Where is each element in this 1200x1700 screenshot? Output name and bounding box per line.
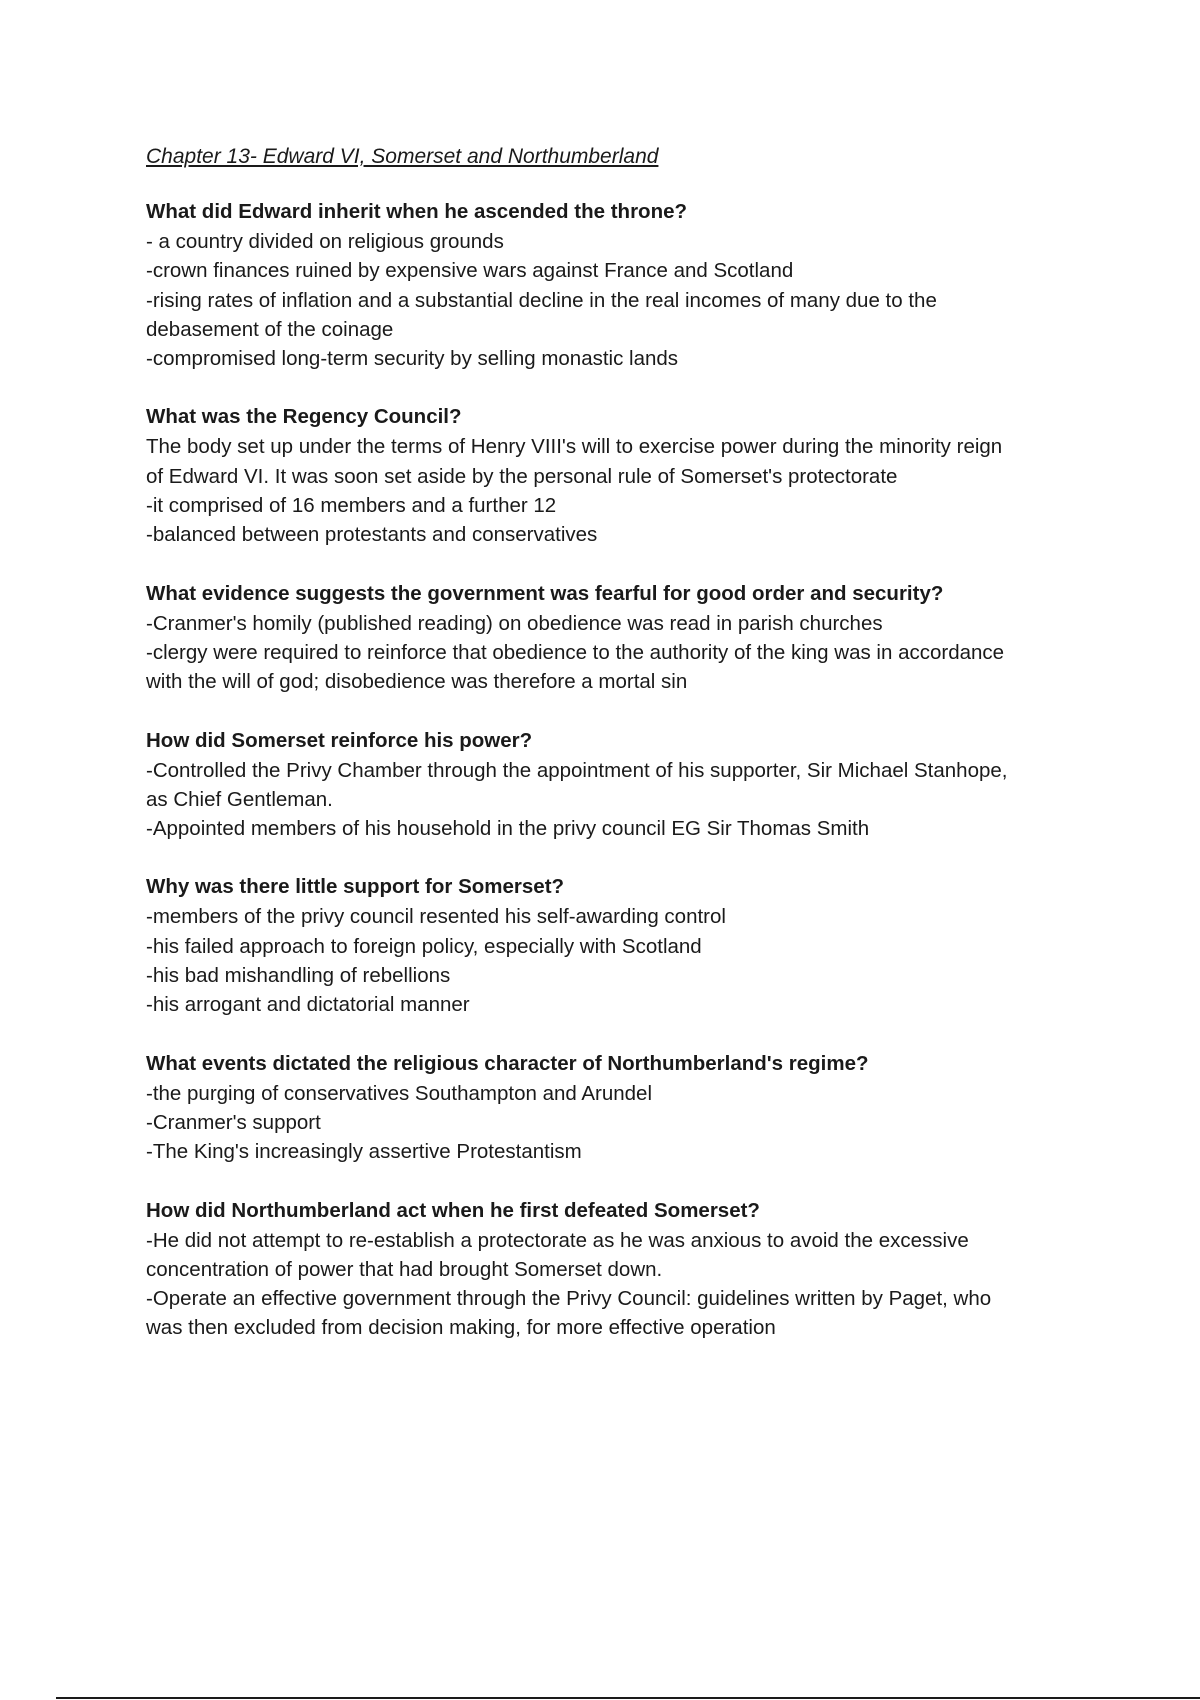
answer-line: with the will of god; disobedience was therefore a mortal sin: [146, 670, 688, 694]
document-page: [146, 142, 1086, 1372]
section-question: What evidence suggests the government was fearful for good order and security?: [146, 581, 944, 605]
qa-section: [146, 197, 1086, 373]
answer-line: -his failed approach to foreign policy, especially with Scotland: [146, 934, 702, 958]
answer-line: -Cranmer's support: [146, 1110, 321, 1134]
answer-line: as Chief Gentleman.: [146, 787, 333, 811]
section-question: What did Edward inherit when he ascended the throne?: [146, 200, 688, 223]
qa-section: [146, 402, 1086, 549]
answer-line: concentration of power that had brought Somerset down.: [146, 1257, 663, 1281]
answer-line: -clergy were required to reinforce that obedience to the authority of the king was in accordance: [146, 640, 1005, 664]
answer-line: -Operate an effective government through the Privy Council: guidelines written by Paget, who: [146, 1287, 992, 1311]
section-question: What was the Regency Council?: [146, 405, 462, 429]
page-title: Chapter 13- Edward VI, Somerset and Northumberland: [146, 145, 659, 168]
bottom-divider: [56, 1697, 1200, 1699]
answer-line: -the purging of conservatives Southampton and Arundel: [146, 1081, 652, 1105]
answer-line: -his arrogant and dictatorial manner: [146, 993, 470, 1017]
answer-line: debasement of the coinage: [146, 317, 394, 341]
answer-line: -The King's increasingly assertive Protestantism: [146, 1140, 582, 1164]
answer-line: - a country divided on religious grounds: [146, 230, 504, 253]
answer-line: of Edward VI. It was soon set aside by the personal rule of Somerset's protectorate: [146, 464, 898, 488]
sections-container: [146, 197, 1086, 1343]
answer-line: -He did not attempt to re-establish a protectorate as he was anxious to avoid the excessive: [146, 1228, 969, 1252]
qa-section: [146, 1049, 1086, 1167]
answer-line: The body set up under the terms of Henry VIII's will to exercise power during the minority reign: [146, 435, 1003, 459]
answer-line: -members of the privy council resented his self-awarding control: [146, 905, 726, 929]
qa-section: [146, 726, 1086, 844]
qa-section: [146, 579, 1086, 697]
qa-section: [146, 872, 1086, 1019]
section-question: How did Somerset reinforce his power?: [146, 728, 533, 752]
answer-line: -Controlled the Privy Chamber through the appointment of his supporter, Sir Michael Stanhope,: [146, 758, 1008, 782]
answer-line: -crown finances ruined by expensive wars against France and Scotland: [146, 259, 794, 283]
answer-line: -rising rates of inflation and a substantial decline in the real incomes of many due to the: [146, 288, 937, 312]
answer-line: -it comprised of 16 members and a further 12: [146, 494, 557, 518]
qa-section: [146, 1196, 1086, 1343]
answer-line: -Appointed members of his household in the privy council EG Sir Thomas Smith: [146, 817, 870, 841]
answer-line: -balanced between protestants and conservatives: [146, 523, 598, 547]
answer-line: -Cranmer's homily (published reading) on obedience was read in parish churches: [146, 611, 883, 635]
section-question: What events dictated the religious character of Northumberland's regime?: [146, 1051, 869, 1075]
section-question: Why was there little support for Somerset?: [146, 875, 565, 899]
answer-line: -his bad mishandling of rebellions: [146, 964, 451, 988]
answer-line: -compromised long-term security by selling monastic lands: [146, 347, 679, 371]
section-question: How did Northumberland act when he first defeated Somerset?: [146, 1198, 760, 1222]
answer-line: was then excluded from decision making, for more effective operation: [146, 1316, 776, 1340]
